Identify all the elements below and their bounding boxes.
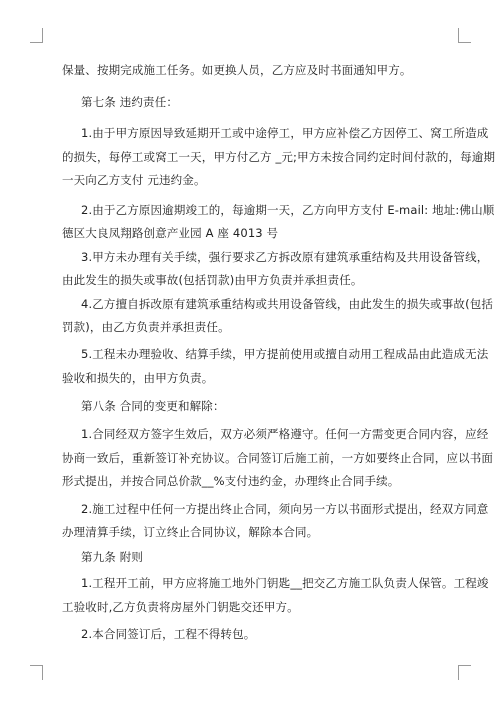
body-text-line: 2.由于乙方原因逾期竣工的，每逾期一天，乙方向甲方支付 E-mail: 地址:佛山顺	[81, 203, 495, 217]
body-text-line: 由此发生的损失或事故(包括罚款)由甲方负责并承担责任。	[62, 273, 363, 287]
body-text-line: 工验收时,乙方负责将房屋外门钥匙交还甲方。	[62, 600, 299, 614]
crop-mark-top-right	[458, 28, 471, 43]
crop-mark-top-left	[30, 28, 43, 43]
body-text-line: 5.工程未办理验收、结算手续，甲方提前使用或擅自动用工程成品由此造成无法	[81, 347, 489, 361]
body-text-line: 验收和损失的，由甲方负责。	[62, 371, 214, 385]
body-text-line: 一天向乙方支付 元违约金。	[62, 173, 206, 187]
body-text-line: 3.甲方未办理有关手续，强行要求乙方拆改原有建筑承重结构及共用设备管线，	[81, 250, 489, 264]
body-text-line: 1.由于甲方原因导致延期开工或中途停工，甲方应补偿乙方因停工、窝工所造成	[81, 126, 489, 140]
body-text-line: 德区大良凤翔路创意产业园 A 座 4013 号	[62, 226, 279, 240]
body-text-line: 形式提出，并按合同总价款__%支付违约金，办理终止合同手续。	[62, 474, 400, 488]
article-7-heading: 第七条 违约责任：	[81, 95, 179, 109]
body-text-line: 罚款)，由乙方负责并承担责任。	[62, 320, 230, 334]
body-text-line: 4.乙方擅自拆改原有建筑承重结构或共用设备管线，由此发生的损失或事故(包括	[81, 297, 494, 311]
body-text-line: 办理清算手续，订立终止合同协议，解除本合同。	[62, 525, 319, 539]
article-9-heading: 第九条 附则	[81, 550, 144, 564]
crop-mark-bottom-right	[458, 665, 471, 680]
body-text-line: 2.施工过程中任何一方提出终止合同，须向另一方以书面形式提出，经双方同意	[81, 502, 489, 516]
body-text-line: 1.合同经双方签字生效后，双方必须严格遵守。任何一方需变更合同内容，应经	[81, 427, 489, 441]
body-text-line: 的损失，每停工或窝工一天，甲方付乙方 _元;甲方未按合同约定时间付款的，每逾期	[62, 150, 496, 164]
crop-mark-bottom-left	[30, 665, 43, 680]
body-text-line: 1.工程开工前，甲方应将施工地外门钥匙__把交乙方施工队负责人保管。工程竣	[81, 576, 489, 590]
article-8-heading: 第八条 合同的变更和解除：	[81, 399, 225, 413]
body-text-line: 保量、按期完成施工任务。如更换人员，乙方应及时书面通知甲方。	[62, 63, 412, 77]
body-text-line: 协商一致后，重新签订补充协议。合同签订后施工前，一方如要终止合同，应以书面	[62, 451, 494, 465]
body-text-line: 2.本合同签订后，工程不得转包。	[81, 627, 256, 641]
